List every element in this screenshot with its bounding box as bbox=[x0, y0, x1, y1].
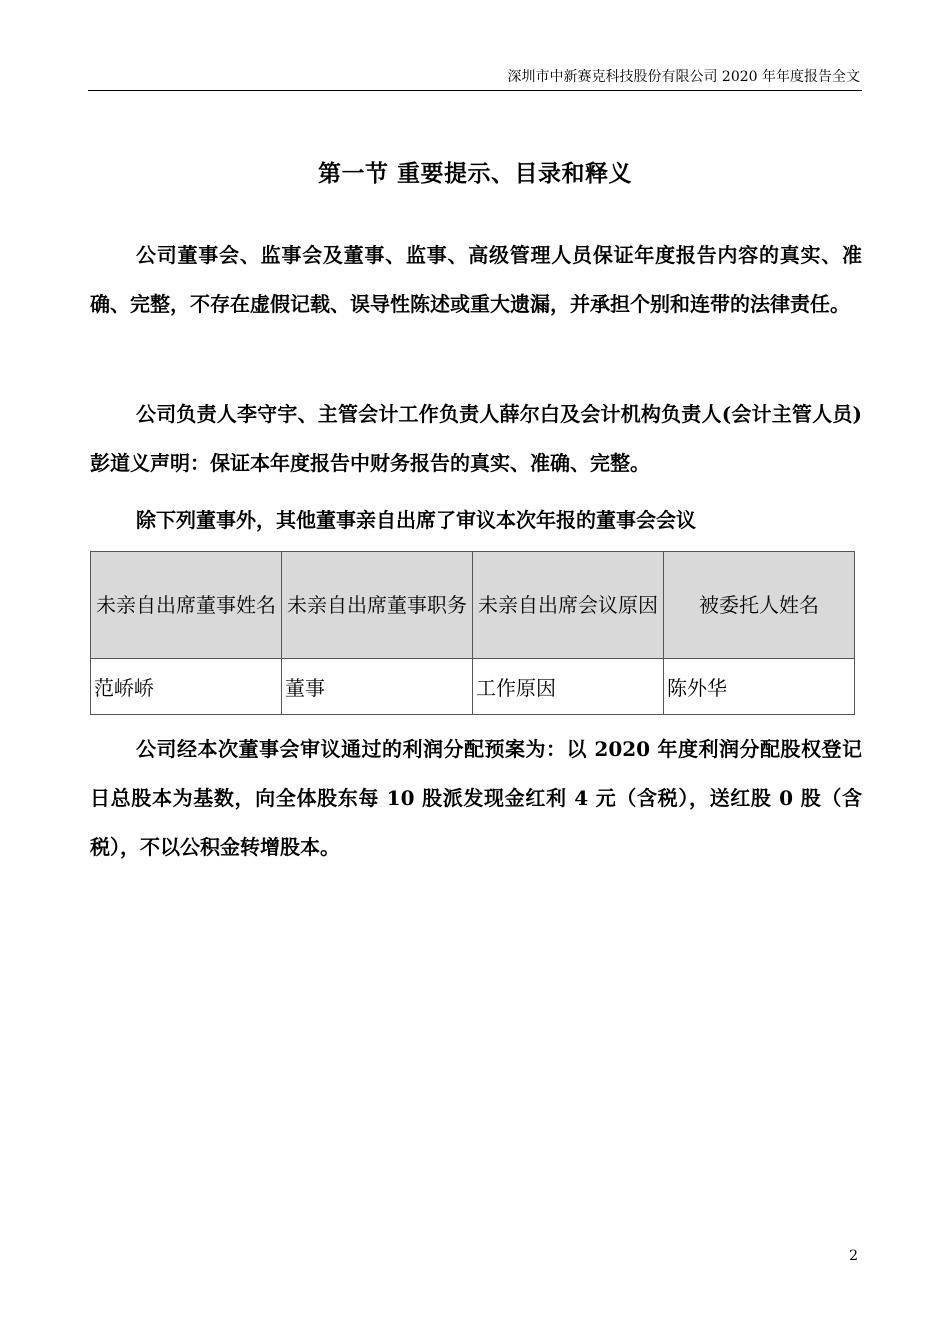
absent-directors-intro: 除下列董事外，其他董事亲自出席了审议本次年报的董事会会议 bbox=[136, 508, 696, 532]
page-header bbox=[88, 62, 862, 91]
profit-distribution-paragraph: 公司经本次董事会审议通过的利润分配预案为：以 2020 年度利润分配股权登记日总股本为基数，向全体股东每 10 股派发现金红利 4 元（含税），送红股 0 股（含税），不以公积金转增股本。 bbox=[90, 737, 862, 859]
table-header-row bbox=[91, 552, 855, 659]
table-cell: 董事 bbox=[282, 659, 473, 715]
section-title: 第一节 重要提示、目录和释义 bbox=[317, 160, 632, 187]
table-header-cell: 未亲自出席会议原因 bbox=[473, 552, 664, 659]
header-text: 深圳市中新赛克科技股份有限公司 2020 年年度报告全文 bbox=[507, 69, 860, 85]
table-cell: 工作原因 bbox=[473, 659, 664, 715]
table-row bbox=[91, 659, 855, 715]
table-header-cell: 未亲自出席董事职务 bbox=[282, 552, 473, 659]
table-cell: 陈外华 bbox=[664, 659, 855, 715]
absent-directors-table bbox=[90, 551, 855, 715]
board-guarantee-paragraph: 公司董事会、监事会及董事、监事、高级管理人员保证年度报告内容的真实、准确、完整，不存在虚假记载、误导性陈述或重大遗漏，并承担个别和连带的法律责任。 bbox=[90, 243, 862, 316]
page-number: 2 bbox=[849, 1248, 858, 1264]
table-header-cell: 未亲自出席董事姓名 bbox=[91, 552, 282, 659]
table-cell: 范峤峤 bbox=[91, 659, 282, 715]
table-header-cell: 被委托人姓名 bbox=[664, 552, 855, 659]
responsible-persons-statement: 公司负责人李守宇、主管会计工作负责人薛尔白及会计机构负责人(会计主管人员)彭道义声明：保证本年度报告中财务报告的真实、准确、完整。 bbox=[90, 402, 862, 475]
